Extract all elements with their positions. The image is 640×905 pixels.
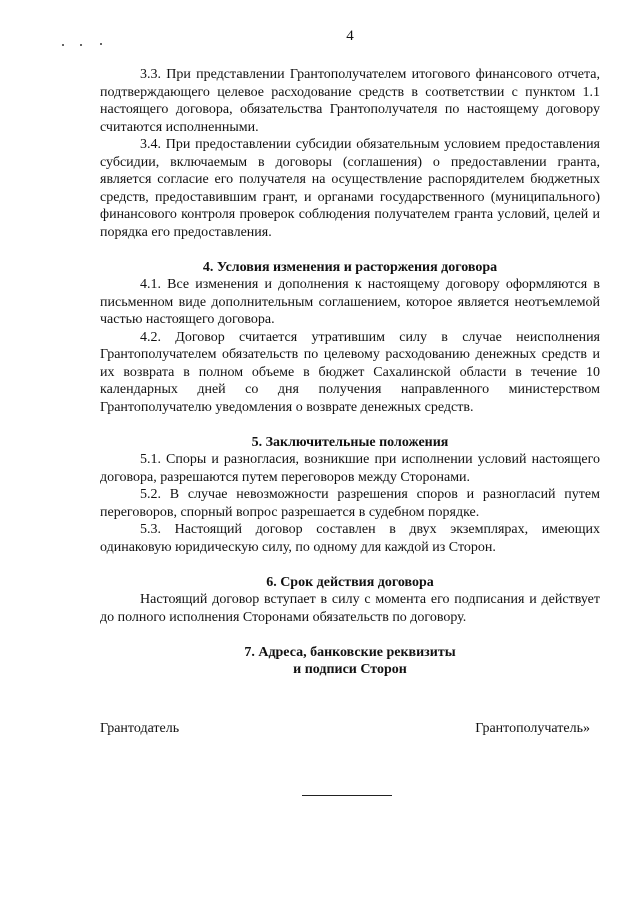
spacer [100,626,600,644]
grantee-label: Грантополучатель» [475,721,590,736]
clause-6: Настоящий договор вступает в силу с момента его подписания и действует до полного исполнения Сторонами обязательств по договору. [100,592,600,625]
footer-rule [302,795,392,796]
clause-5-2: 5.2. В случае невозможности разрешения споров и разногласий путем переговоров, спорный вопрос разрешается в судебном порядке. [100,487,600,520]
clause-4-2: 4.2. Договор считается утратившим силу в случае неисполнения Грантополучателем обязательств по целевому расходованию денежных средств и их возврата в полном объеме в бюджет Сахалинской области в течение 10 календарных дней со дня получения направленного министерством Грантополучателю уведомления о возврате денежных средств. [100,329,600,415]
spacer [100,241,600,259]
scan-speck [62,44,64,46]
spacer [100,556,600,574]
section-6-heading: 6. Срок действия договора [266,574,434,590]
document-page [100,0,600,905]
page-number: 4 [346,28,354,44]
document-body [100,66,600,679]
clause-5-1: 5.1. Споры и разногласия, возникшие при исполнении условий настоящего договора, разрешаются путем переговоров между Сторонами. [100,452,600,485]
section-4-heading: 4. Условия изменения и расторжения договора [202,259,498,275]
clause-3-4: 3.4. При предоставлении субсидии обязательным условием предоставления субсидии, включаемым в договоры (соглашения) о предоставлении гранта, является согласие его получателя на осуществление распорядителем бюджетных средств, предоставившим грант, и органами государственного (муниципального) финансового контроля проверок соблюдения получателем гранта условий, целей и порядка его предоставления. [100,137,600,240]
scan-speck [80,44,82,46]
section-7-heading-line1: 7. Адреса, банковские реквизиты [244,644,456,660]
section-5-heading: 5. Заключительные положения [251,434,449,450]
clause-4-1: 4.1. Все изменения и дополнения к настоящему договору оформляются в письменном виде дополнительным соглашением, которое является неотъемлемой частью настоящего договора. [100,277,600,327]
grantor-label: Грантодатель [100,721,180,736]
clause-5-3: 5.3. Настоящий договор составлен в двух экземплярах, имеющих одинаковую юридическую силу, по одному для каждой из Сторон. [100,522,600,555]
section-7-heading-line2: и подписи Сторон [293,662,407,677]
spacer [100,416,600,434]
clause-3-3: 3.3. При представлении Грантополучателем итогового финансового отчета, подтверждающего целевое расходование средств в соответствии с пунктом 1.1 настоящего договора, обязательства Грантополучателя по настоящему договору считаются исполненными. [100,67,600,135]
